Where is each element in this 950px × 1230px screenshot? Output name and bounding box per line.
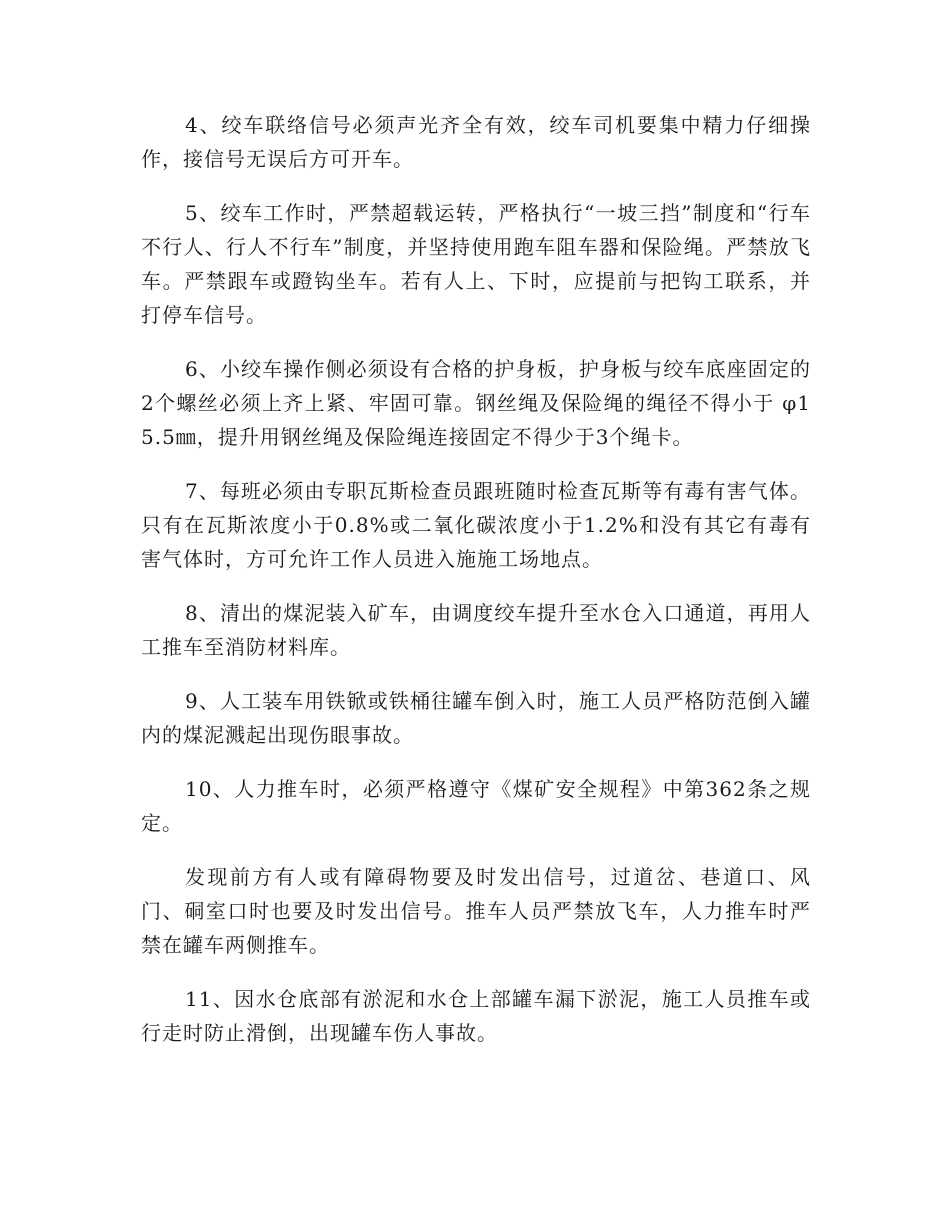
paragraph-item-8: 8、清出的煤泥装入矿车，由调度绞车提升至水仓入口通道，再用人工推车至消防材料库。 [141, 601, 811, 659]
document-body [141, 108, 811, 1070]
paragraph-item-5: 5、绞车工作时，严禁超载运转，严格执行“一坡三挡”制度和“行车不行人、行人不行车”制度，并坚持使用跑车阻车器和保险绳。严禁放飞车。严禁跟车或蹬钩坐车。若有人上、下时，应提前与把钩工联系，并打停车信号。 [141, 201, 811, 327]
paragraph-item-6: 6、小绞车操作侧必须设有合格的护身板，护身板与绞车底座固定的2个螺丝必须上齐上紧、牢固可靠。钢丝绳及保险绳的绳径不得小于 φ15.5㎜，提升用钢丝绳及保险绳连接固定不得少于3个绳卡。 [141, 357, 811, 449]
paragraph-item-7: 7、每班必须由专职瓦斯检查员跟班随时检查瓦斯等有毒有害气体。只有在瓦斯浓度小于0.8%或二氧化碳浓度小于1.2%和没有其它有毒有害气体时，方可允许工作人员进入施施工场地点。 [141, 479, 811, 571]
paragraph-item-10: 10、人力推车时，必须严格遵守《煤矿安全规程》中第362条之规定。 [141, 777, 811, 835]
paragraph-item-9: 9、人工装车用铁锨或铁桶往罐车倒入时，施工人员严格防范倒入罐内的煤泥溅起出现伤眼事故。 [141, 689, 811, 747]
paragraph-item-4: 4、绞车联络信号必须声光齐全有效，绞车司机要集中精力仔细操作，接信号无误后方可开车。 [141, 113, 811, 171]
paragraph-item-11: 11、因水仓底部有淤泥和水仓上部罐车漏下淤泥，施工人员推车或行走时防止滑倒，出现罐车伤人事故。 [141, 987, 811, 1045]
paragraph-item-10-continued: 发现前方有人或有障碍物要及时发出信号，过道岔、巷道口、风门、硐室口时也要及时发出信号。推车人员严禁放飞车，人力推车时严禁在罐车两侧推车。 [141, 865, 811, 957]
